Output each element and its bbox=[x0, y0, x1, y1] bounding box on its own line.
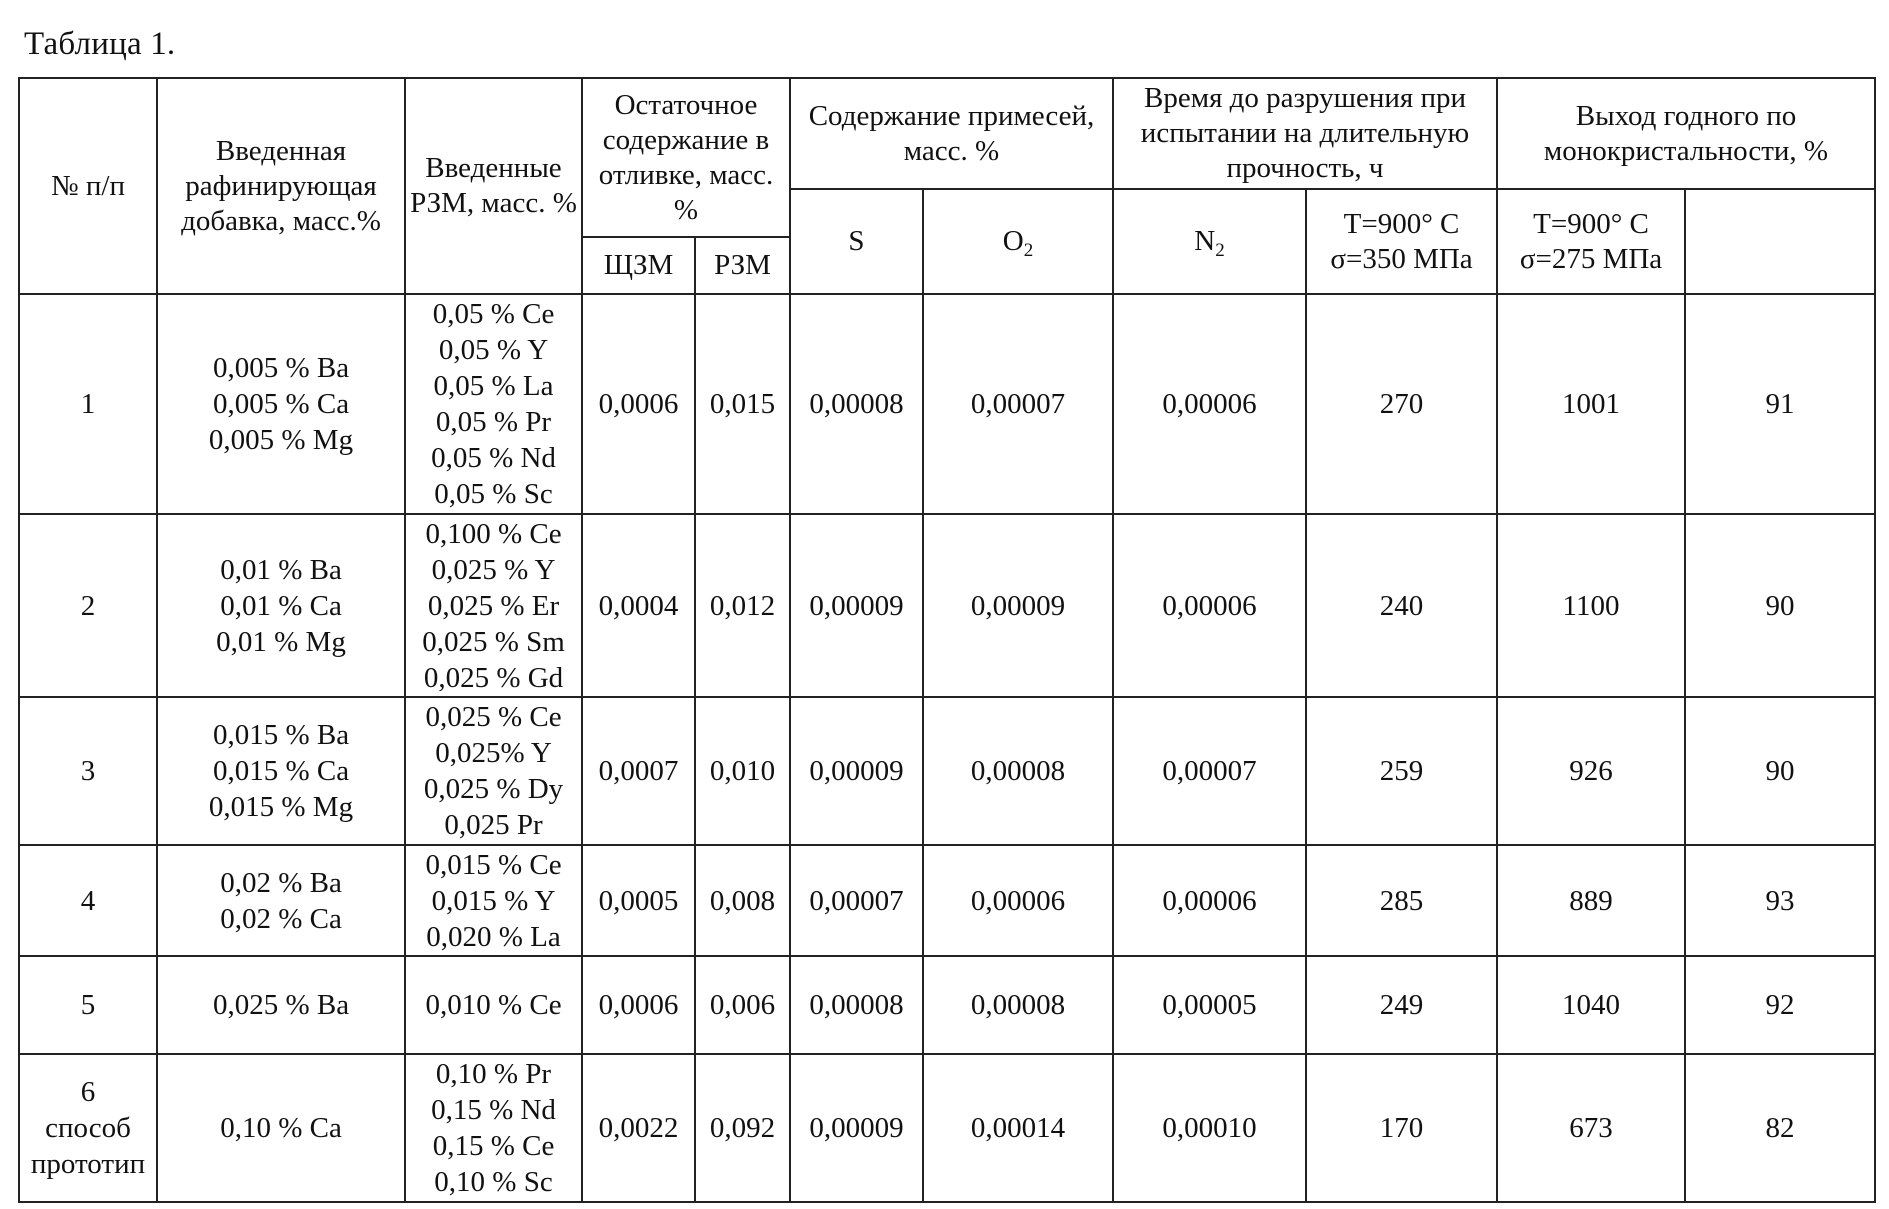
cell-rupture-275: 1040 bbox=[1497, 956, 1685, 1054]
cell-rzm-residual: 0,012 bbox=[695, 514, 790, 697]
cell-shchzm: 0,0005 bbox=[582, 845, 695, 956]
cell-rzm: 0,025 % Ce 0,025% Y 0,025 % Dy 0,025 Pr bbox=[405, 697, 582, 845]
table-caption: Таблица 1. bbox=[24, 26, 176, 62]
cell-yield: 92 bbox=[1685, 956, 1875, 1054]
cell-rupture-350: 170 bbox=[1306, 1054, 1497, 1202]
table-row bbox=[19, 1054, 1875, 1202]
cell-yield: 90 bbox=[1685, 697, 1875, 845]
cell-rzm-residual: 0,010 bbox=[695, 697, 790, 845]
cell-rzm-residual: 0,008 bbox=[695, 845, 790, 956]
table-row bbox=[19, 294, 1875, 514]
header-num: № п/п bbox=[19, 78, 157, 294]
header-rupture-time: Время до разрушения при испытании на длительную прочность, ч bbox=[1113, 78, 1497, 189]
header-residual-shchzm: ЩЗМ bbox=[582, 237, 695, 294]
cell-rupture-350: 259 bbox=[1306, 697, 1497, 845]
cell-yield: 90 bbox=[1685, 514, 1875, 697]
cell-num: 5 bbox=[19, 956, 157, 1054]
header-residual-rzm: РЗМ bbox=[695, 237, 790, 294]
cell-rzm: 0,100 % Ce 0,025 % Y 0,025 % Er 0,025 % Sm 0,025 % Gd bbox=[405, 514, 582, 697]
header-rzm-introduced: Введенные РЗМ, масс. % bbox=[405, 78, 582, 294]
cell-shchzm: 0,0006 bbox=[582, 956, 695, 1054]
cell-shchzm: 0,0004 bbox=[582, 514, 695, 697]
header-impurity-n2: $N_2$ bbox=[1113, 189, 1306, 294]
cell-n2: 0,00005 bbox=[1113, 956, 1306, 1054]
header-impurities: Содержание примесей, масс. % bbox=[790, 78, 1113, 189]
cell-refining: 0,01 % Ba 0,01 % Ca 0,01 % Mg bbox=[157, 514, 405, 697]
cell-shchzm: 0,0022 bbox=[582, 1054, 695, 1202]
cell-rupture-275: 1100 bbox=[1497, 514, 1685, 697]
cell-o2: 0,00008 bbox=[923, 956, 1113, 1054]
cell-n2: 0,00010 bbox=[1113, 1054, 1306, 1202]
header-rupture-condition-275: T=900° C σ=275 МПа bbox=[1497, 189, 1685, 294]
header-yield-value bbox=[1685, 189, 1875, 294]
cell-s: 0,00009 bbox=[790, 1054, 923, 1202]
cell-rzm: 0,010 % Ce bbox=[405, 956, 582, 1054]
cell-rupture-275: 889 bbox=[1497, 845, 1685, 956]
data-table bbox=[18, 77, 1876, 1203]
header-impurity-s: S bbox=[790, 189, 923, 294]
cell-s: 0,00007 bbox=[790, 845, 923, 956]
cell-rzm-residual: 0,006 bbox=[695, 956, 790, 1054]
table-row bbox=[19, 697, 1875, 845]
cell-num: 2 bbox=[19, 514, 157, 697]
cell-refining: 0,025 % Ba bbox=[157, 956, 405, 1054]
cell-rzm: 0,10 % Pr 0,15 % Nd 0,15 % Ce 0,10 % Sc bbox=[405, 1054, 582, 1202]
cell-rzm: 0,05 % Ce 0,05 % Y 0,05 % La 0,05 % Pr 0,05 % Nd 0,05 % Sc bbox=[405, 294, 582, 514]
cell-s: 0,00009 bbox=[790, 697, 923, 845]
cell-rupture-275: 673 bbox=[1497, 1054, 1685, 1202]
cell-s: 0,00008 bbox=[790, 294, 923, 514]
header-refining-additive: Введенная рафинирующая добавка, масс.% bbox=[157, 78, 405, 294]
cell-n2: 0,00006 bbox=[1113, 514, 1306, 697]
cell-rzm: 0,015 % Ce 0,015 % Y 0,020 % La bbox=[405, 845, 582, 956]
cell-rupture-350: 249 bbox=[1306, 956, 1497, 1054]
cell-refining: 0,005 % Ba 0,005 % Ca 0,005 % Mg bbox=[157, 294, 405, 514]
cell-n2: 0,00006 bbox=[1113, 845, 1306, 956]
header-yield: Выход годного по монокристальности, % bbox=[1497, 78, 1875, 189]
cell-rzm-residual: 0,015 bbox=[695, 294, 790, 514]
cell-rupture-350: 240 bbox=[1306, 514, 1497, 697]
cell-o2: 0,00009 bbox=[923, 514, 1113, 697]
cell-shchzm: 0,0007 bbox=[582, 697, 695, 845]
cell-refining: 0,02 % Ba 0,02 % Ca bbox=[157, 845, 405, 956]
cell-num: 6 способ прототип bbox=[19, 1054, 157, 1202]
cell-yield: 91 bbox=[1685, 294, 1875, 514]
cell-num: 4 bbox=[19, 845, 157, 956]
cell-o2: 0,00014 bbox=[923, 1054, 1113, 1202]
cell-rupture-350: 285 bbox=[1306, 845, 1497, 956]
cell-rupture-275: 926 bbox=[1497, 697, 1685, 845]
cell-n2: 0,00006 bbox=[1113, 294, 1306, 514]
cell-o2: 0,00006 bbox=[923, 845, 1113, 956]
cell-shchzm: 0,0006 bbox=[582, 294, 695, 514]
cell-refining: 0,10 % Ca bbox=[157, 1054, 405, 1202]
cell-o2: 0,00008 bbox=[923, 697, 1113, 845]
cell-yield: 82 bbox=[1685, 1054, 1875, 1202]
cell-n2: 0,00007 bbox=[1113, 697, 1306, 845]
cell-o2: 0,00007 bbox=[923, 294, 1113, 514]
table-row bbox=[19, 956, 1875, 1054]
cell-s: 0,00008 bbox=[790, 956, 923, 1054]
cell-num: 1 bbox=[19, 294, 157, 514]
cell-rzm-residual: 0,092 bbox=[695, 1054, 790, 1202]
table-row bbox=[19, 845, 1875, 956]
cell-yield: 93 bbox=[1685, 845, 1875, 956]
cell-rupture-350: 270 bbox=[1306, 294, 1497, 514]
cell-num: 3 bbox=[19, 697, 157, 845]
cell-refining: 0,015 % Ba 0,015 % Ca 0,015 % Mg bbox=[157, 697, 405, 845]
cell-s: 0,00009 bbox=[790, 514, 923, 697]
table-row bbox=[19, 514, 1875, 697]
header-residual-content: Остаточное содержание в отливке, масс. % bbox=[582, 78, 790, 237]
header-rupture-condition-350: T=900° C σ=350 МПа bbox=[1306, 189, 1497, 294]
header-impurity-o2: $O_2$ bbox=[923, 189, 1113, 294]
cell-rupture-275: 1001 bbox=[1497, 294, 1685, 514]
